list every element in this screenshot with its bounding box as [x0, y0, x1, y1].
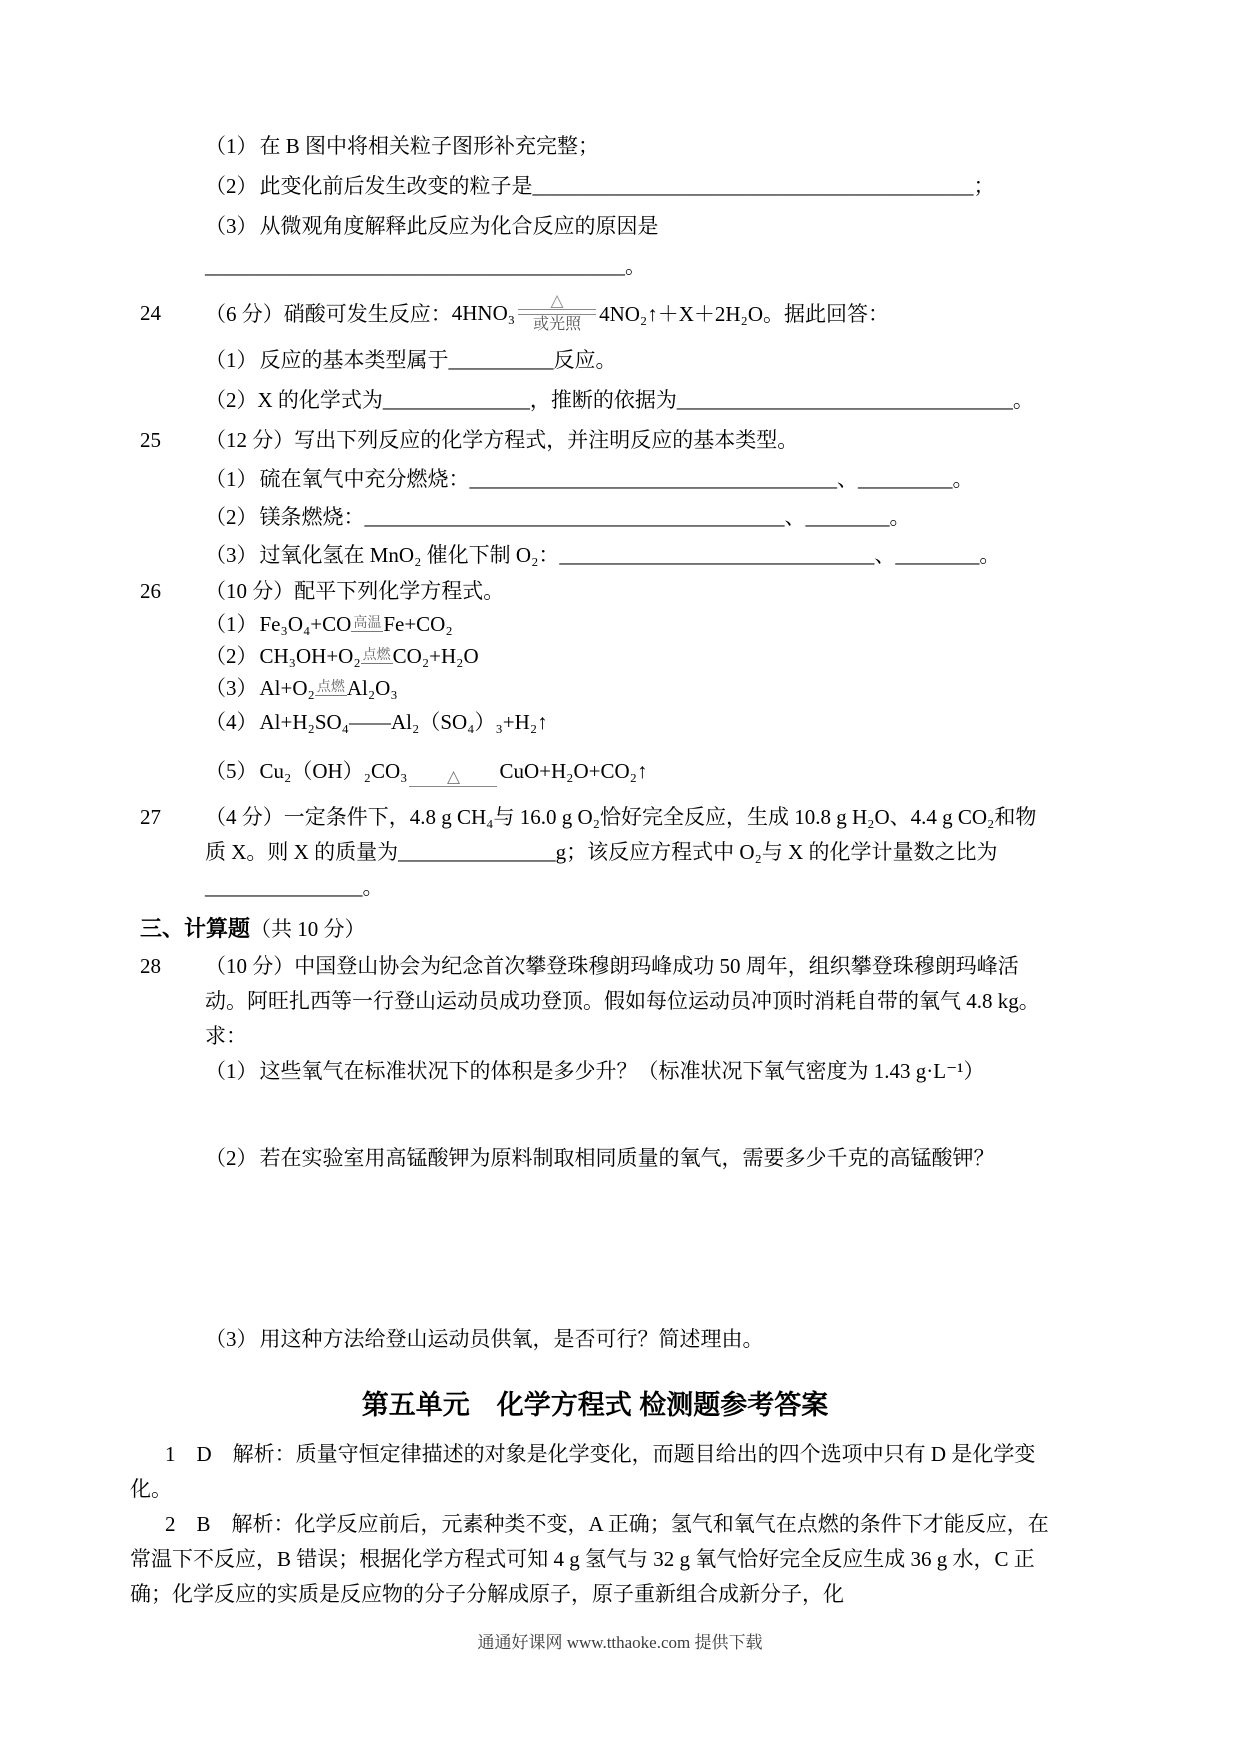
blank-line: ___________________________________ — [469, 467, 837, 491]
equation-line — [409, 786, 497, 787]
question-number: 26 — [140, 579, 161, 603]
blank-line: _______________ — [398, 840, 556, 864]
delta-symbol: △ — [446, 767, 461, 786]
item-label: （3） — [205, 1327, 258, 1351]
question-25-intro: （12 分）写出下列反应的化学方程式，并注明反应的基本类型。 — [205, 428, 799, 452]
equation-rhs: Al₂O₃ — [346, 676, 398, 700]
reaction-condition — [518, 292, 596, 335]
equation-rhs: 4NO₂↑＋X＋2H₂O。据此回答： — [599, 302, 890, 326]
reaction-condition: 点燃 — [316, 680, 345, 695]
item-text: 镁条燃烧： — [259, 505, 365, 529]
equation-rhs: CuO+H₂O+CO₂↑ — [499, 759, 648, 783]
item-label: （1） — [205, 348, 258, 372]
separator: 、 — [837, 467, 858, 491]
item-label: （5） — [205, 759, 258, 783]
document-content — [130, 126, 1049, 1612]
section-score: （共 10 分） — [250, 917, 366, 941]
item-tail: 。 — [625, 254, 646, 278]
answers-heading: 第五单元 化学方程式 检测题参考答案 — [361, 1390, 829, 1420]
question-24-stem — [140, 286, 1040, 340]
answer-item-2: 2 B 解析：化学反应前后，元素种类不变，A 正确；氢气和氧气在点燃的条件下才能反应，在常温下不反应，B 错误；根据化学方程式可知 4 g 氢气与 32 g 氧气恰好完全反应生成 36 g 水，C 正确；化学反应的实质是反应物的分子分解成原子，原子重新组合成新分子，化 — [130, 1512, 1049, 1606]
blank-line: _________ — [858, 467, 953, 491]
section-title: 三、计算题 — [140, 916, 251, 941]
item-text: X 的化学式为 — [257, 388, 383, 412]
blank-line: _______________ — [205, 875, 363, 899]
blank-line: ________ — [895, 543, 980, 567]
item-text: 从微观角度解释此反应为化合反应的原因是 — [259, 214, 659, 238]
blank-line: ________________________________________ — [205, 254, 625, 278]
equation-lhs: 4HNO₃ — [451, 300, 516, 325]
blank-line: ______________ — [382, 388, 530, 412]
equation-lhs: CH₃OH+O₂ — [259, 644, 361, 668]
question-24-intro: （6 分）硝酸可发生反应： — [205, 302, 452, 326]
question-28-sub-3 — [140, 1322, 1040, 1357]
item-label: （2） — [205, 1146, 258, 1170]
blank-line: ______________________________ — [559, 543, 875, 567]
question-28-sub-1 — [140, 1054, 1040, 1089]
question-27-text: （4 分）一定条件下，4.8 g CH₄与 16.0 g O₂恰好完全反应，生成 10.8 g H₂O、4.4 g CO₂和物质 X。则 X 的质量为 — [205, 805, 1037, 864]
question-26-sub-4 — [140, 704, 1040, 740]
item-text: ，推断的依据为 — [529, 388, 677, 412]
item-tail: 。 — [952, 467, 974, 491]
pre-item-3 — [140, 206, 1040, 286]
item-text: 过氧化氢在 MnO₂ 催化下制 O₂： — [259, 543, 560, 567]
question-number: 27 — [140, 805, 161, 829]
item-label: （4） — [205, 710, 258, 734]
equation-rhs: Fe+CO₂ — [383, 612, 453, 636]
equation-lhs: Cu₂（OH）₂CO₃ — [259, 759, 408, 783]
question-27 — [140, 800, 1040, 905]
question-26-sub-5 — [140, 748, 1040, 794]
separator: 、 — [874, 543, 896, 567]
item-text: 若在实验室用高锰酸钾为原料制取相同质量的氧气，需要多少千克的高锰酸钾？ — [259, 1146, 995, 1170]
item-label: （3） — [205, 214, 258, 238]
blank-line: ________________________________________ — [364, 505, 785, 529]
item-label: （1） — [205, 134, 258, 158]
equation-rhs: CO₂+H₂O — [392, 644, 479, 668]
item-tail: 反应。 — [553, 348, 617, 372]
item-tail: 。 — [362, 875, 384, 899]
item-tail: 。 — [889, 505, 911, 529]
delta-symbol: △ — [550, 290, 564, 310]
question-28-intro: （10 分）中国登山协会为纪念首次攀登珠穆朗玛峰成功 50 周年，组织攀登珠穆朗玛峰活动。阿旺扎西等一行登山运动员成功登顶。假如每位运动员冲顶时消耗自带的氧气 4.8 kg。求： — [205, 954, 1040, 1048]
answer-space — [140, 1176, 1040, 1322]
answer-item-1: 1 D 解析：质量守恒定律描述的对象是化学变化，而题目给出的四个选项中只有 D 是化学变化。 — [130, 1442, 1036, 1501]
question-26-sub-3 — [140, 672, 1040, 704]
item-label: （1） — [205, 612, 258, 636]
blank-line: ________________________________ — [676, 388, 1013, 412]
question-number: 25 — [140, 428, 161, 452]
question-26-sub-2 — [140, 640, 1040, 672]
item-text: 用这种方法给登山运动员供氧，是否可行？简述理由。 — [259, 1327, 764, 1351]
question-28-sub-2 — [140, 1141, 1040, 1176]
item-label: （3） — [205, 676, 258, 700]
question-26-sub-1 — [140, 608, 1040, 640]
question-25-sub-3 — [140, 536, 1040, 574]
item-label: （3） — [205, 543, 258, 567]
equation-lhs: Fe₃O₄+CO — [259, 612, 352, 636]
item-label: （2） — [205, 644, 258, 668]
question-24-sub-2 — [140, 380, 1040, 420]
condition-below-text: 或光照 — [533, 315, 582, 333]
reaction-condition: 高温 — [353, 616, 382, 631]
footer-text: 通通好课网 www.tthaoke.com 提供下载 — [477, 1633, 763, 1652]
item-text: 反应的基本类型属于 — [259, 348, 449, 372]
question-25-sub-1 — [140, 460, 1040, 498]
reaction-condition: 点燃 — [362, 648, 391, 663]
section-heading-calculation — [140, 909, 1040, 949]
item-tail: ； — [973, 174, 995, 198]
separator: 、 — [784, 505, 806, 529]
item-text: 这些氧气在标准状况下的体积是多少升？（标准状况下氧气密度为 1.43 g·L⁻¹） — [259, 1059, 985, 1083]
item-text: 硫在氧气中充分燃烧： — [259, 467, 470, 491]
blank-line: ________ — [805, 505, 890, 529]
item-label: （1） — [205, 467, 258, 491]
equation-text: Al+H₂SO₄——Al₂（SO₄）₃+H₂↑ — [259, 710, 548, 734]
answer-space — [140, 1089, 1040, 1141]
reaction-condition — [409, 768, 497, 787]
blank-line: __________ — [448, 348, 554, 372]
item-text: 在 B 图中将相关粒子图形补充完整； — [259, 134, 600, 158]
pre-item-1 — [140, 126, 1040, 166]
blank-line: __________________________________________ — [532, 174, 974, 198]
item-label: （1） — [205, 1059, 258, 1083]
question-26-intro: （10 分）配平下列化学方程式。 — [205, 579, 505, 603]
item-label: （2） — [205, 388, 258, 412]
item-tail: 。 — [979, 543, 1001, 567]
question-number: 28 — [140, 954, 161, 978]
equation-lhs: Al+O₂ — [259, 676, 315, 700]
pre-item-2 — [140, 166, 1040, 206]
question-26-stem — [140, 574, 1040, 608]
question-27-text: g；该反应方程式中 O₂与 X 的化学计量数之比为 — [555, 840, 998, 864]
question-number: 24 — [140, 300, 161, 325]
question-24-sub-1 — [140, 340, 1040, 380]
question-25-stem — [140, 420, 1040, 460]
item-tail: 。 — [1012, 388, 1034, 412]
question-25-sub-2 — [140, 498, 1040, 536]
question-28-stem — [140, 949, 1040, 1054]
item-label: （2） — [205, 174, 258, 198]
item-text: 此变化前后发生改变的粒子是 — [259, 174, 533, 198]
item-label: （2） — [205, 505, 258, 529]
